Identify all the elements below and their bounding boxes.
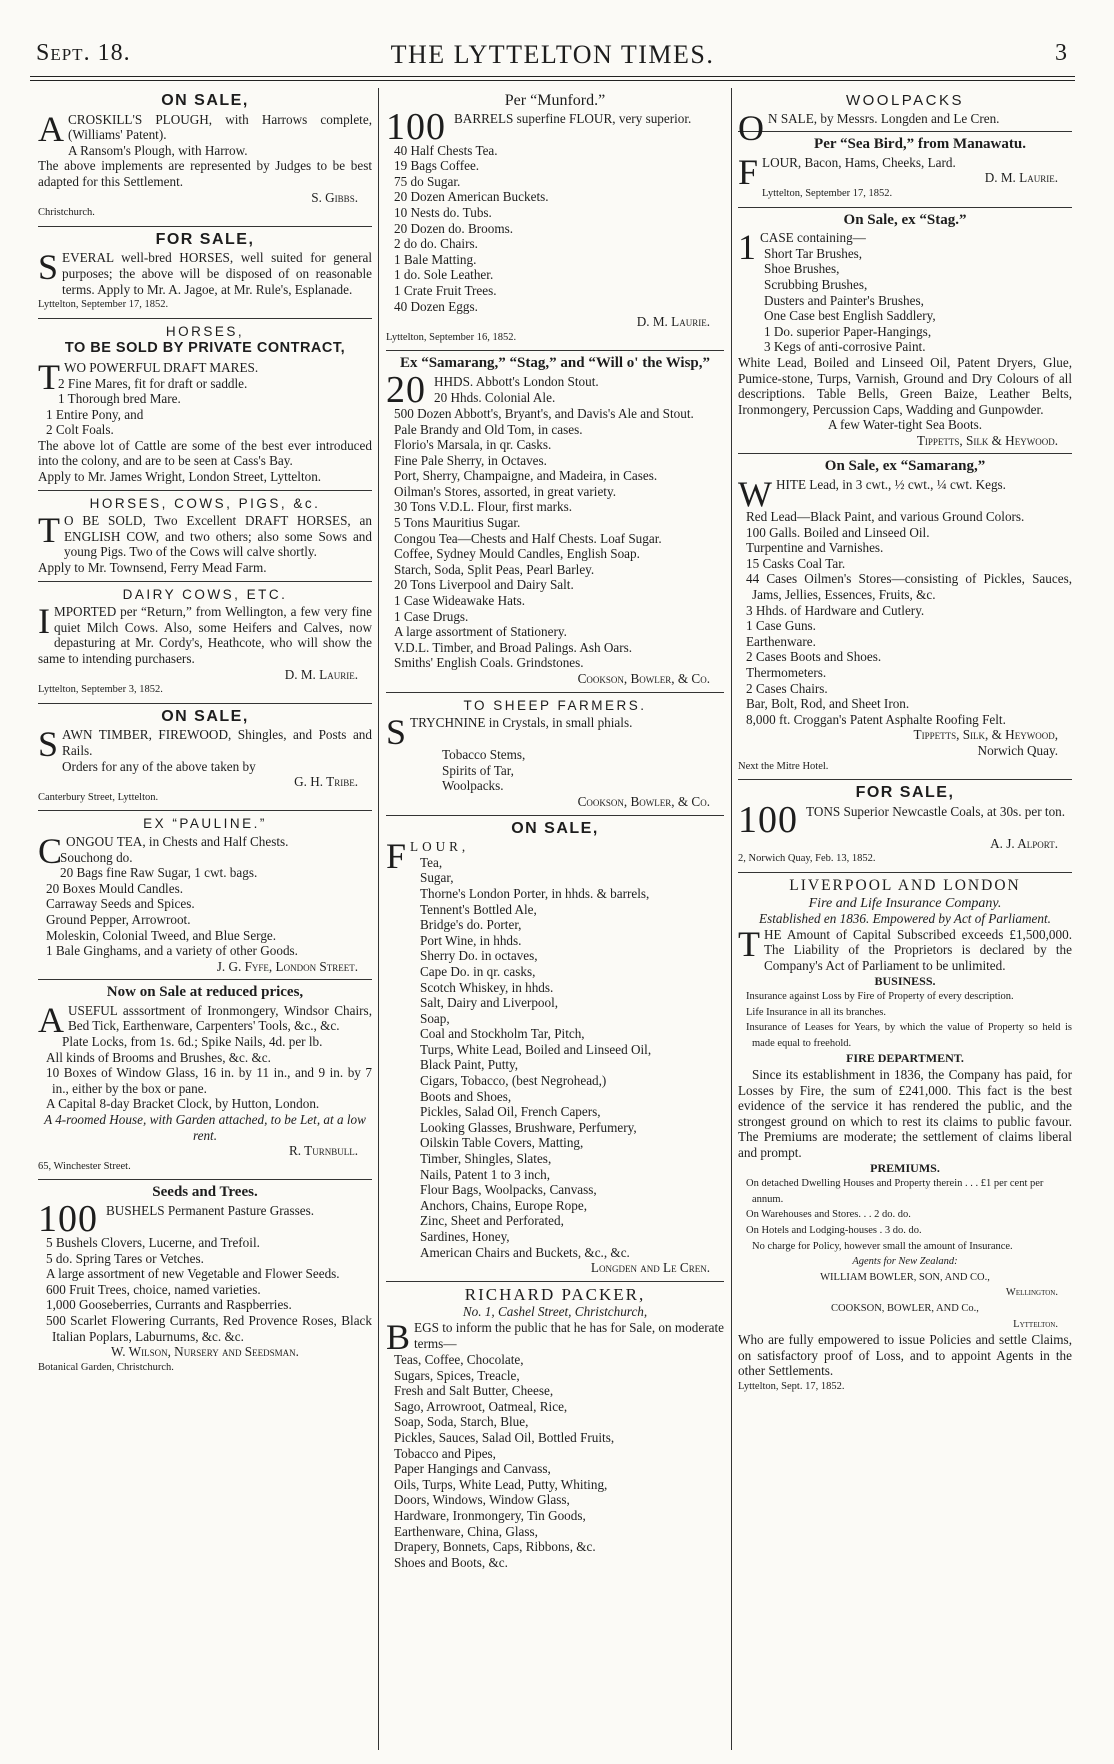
- list-item: A large assortment of Stationery.: [394, 624, 567, 640]
- newspaper-title: THE LYTTELTON TIMES.: [390, 40, 715, 69]
- ad-signature: D. M. Laurie.: [284, 666, 358, 682]
- list-item: Plate Locks, from 1s. 6d.; Spike Nails, 4d. per lb.: [62, 1034, 323, 1050]
- ad-insurance: [738, 873, 1072, 1400]
- list-item: Turps, White Lead, Boiled and Linseed Oil,: [420, 1041, 652, 1057]
- list-item: Insurance against Loss by Fire of Property of every description.: [746, 991, 1014, 1003]
- drop-cap: S: [386, 712, 407, 753]
- ad-signature-place: Norwich Quay.: [977, 742, 1058, 758]
- ad-heading: LIVERPOOL AND LONDON: [789, 876, 1021, 894]
- list-item: Cape Do. in qr. casks,: [420, 963, 536, 979]
- ad-signature: D. M. Laurie.: [984, 170, 1058, 186]
- list-item: 10 Boxes of Window Glass, 16 in. by 11 in., and 9 in. by 7 in., either by the box or pane.: [46, 1065, 372, 1096]
- ad-lead: 20 Hhds. Colonial Ale.: [434, 389, 556, 405]
- ad-lead: ONGOU TEA, in Chests and Half Chests.: [66, 833, 289, 849]
- ad-lead: LOUR,: [410, 839, 470, 855]
- ad-italic-note: A 4-roomed House, with Garden attached, to be Let, at a low rent.: [44, 1112, 366, 1143]
- list-item: Timber, Shingles, Slates,: [420, 1151, 552, 1167]
- list-item: Ground Pepper, Arrowroot.: [46, 911, 191, 927]
- list-item: A Capital 8-day Bracket Clock, by Hutton, London.: [46, 1096, 320, 1112]
- list-item: V.D.L. Timber, and Broad Palings. Ash Oars.: [394, 639, 633, 655]
- list-item: Salt, Dairy and Liverpool,: [420, 995, 559, 1011]
- ad-signature: A. J. Alport.: [990, 835, 1058, 851]
- list-item: 1 Thorough bred Mare.: [58, 391, 181, 407]
- ad-sheep-farmers: [386, 693, 724, 816]
- ad-subheading: TO BE SOLD BY PRIVATE CONTRACT,: [64, 340, 346, 357]
- ad-lead: WO POWERFUL DRAFT MARES.: [64, 359, 259, 375]
- ad-place: Next the Mitre Hotel.: [738, 760, 829, 772]
- masthead: [30, 40, 1075, 70]
- ad-ironmongery: [38, 980, 372, 1180]
- list-item: 2 Fine Mares, fit for draft or saddle.: [58, 375, 248, 391]
- list-item: Woolpacks.: [442, 778, 504, 794]
- list-item: 20 Dozen American Buckets.: [394, 189, 549, 205]
- ad-dairy-cows: [38, 582, 372, 704]
- ad-place: 65, Winchester Street.: [38, 1160, 131, 1172]
- ad-heading: WOOLPACKS: [845, 92, 965, 109]
- list-item: Coal and Stockholm Tar, Pitch,: [420, 1026, 585, 1042]
- list-item: Looking Glasses, Brushware, Perfumery,: [420, 1119, 637, 1135]
- drop-cap: T: [38, 510, 60, 551]
- ad-body: LOUR, Bacon, Hams, Cheeks, Lard.: [762, 154, 956, 170]
- list-item: 2 Cases Boots and Shoes.: [746, 649, 882, 665]
- list-item: Turpentine and Varnishes.: [746, 540, 884, 556]
- agent-name: WILLIAM BOWLER, SON, AND CO.,: [820, 1271, 990, 1283]
- list-item: Carraway Seeds and Spices.: [46, 896, 195, 912]
- section-heading: FIRE DEPARTMENT.: [846, 1051, 964, 1066]
- list-item: Sardines, Honey,: [420, 1229, 510, 1244]
- list-item: Cigars, Tobacco, (best Negrohead,): [420, 1073, 607, 1089]
- list-item: Boots and Shoes,: [420, 1088, 512, 1104]
- list-item: Drapery, Bonnets, Caps, Ribbons, &c.: [394, 1539, 596, 1555]
- list-item: Starch, Soda, Split Peas, Pearl Barley.: [394, 561, 595, 577]
- section-heading: BUSINESS.: [874, 973, 936, 988]
- ad-lead: EGS to inform the public that he has for Sale, on moderate terms—: [414, 1319, 724, 1351]
- list-item: Scotch Whiskey, in hhds.: [420, 979, 554, 995]
- ad-place: Canterbury Street, Lyttelton.: [38, 791, 159, 803]
- ad-heading: On Sale, ex “Stag.”: [843, 211, 967, 228]
- list-item: Port Wine, in hhds.: [420, 932, 522, 948]
- list-item: 44 Cases Oilmen's Stores—consisting of Pickles, Sauces, Jams, Jellies, Essences, Fruits, &c.: [746, 571, 1072, 603]
- list-item: Smiths' English Coals. Grindstones.: [394, 655, 584, 671]
- list-item: Hardware, Ironmongery, Tin Goods,: [394, 1507, 586, 1523]
- list-item: 1 Case Wideawake Hats.: [394, 593, 526, 609]
- ad-body: N SALE, by Messrs. Longden and Le Cren.: [768, 110, 1000, 126]
- column-3: [738, 88, 1072, 1400]
- drop-cap: W: [738, 474, 772, 515]
- masthead-rule: [30, 76, 1075, 77]
- drop-cap: I: [38, 601, 50, 642]
- ad-signature: Tippetts, Silk & Heywood.: [916, 432, 1058, 448]
- ad-samarang-stag: [386, 351, 724, 692]
- drop-cap: A: [38, 999, 64, 1040]
- list-item: Oilman's Stores, assorted, in great variety.: [394, 483, 616, 499]
- drop-cap: A: [38, 108, 64, 149]
- list-item: Sugar,: [420, 870, 454, 886]
- ad-body: White Lead, Boiled and Linseed Oil, Patent Dryers, Glue, Pumice-stone, Turps, Varnish, Ground and Dry Colours of all descriptions. Table Bells, Green Baize, Leather Belts, Ironmongery, Percussion Caps, Wadding and Gunpowder.: [738, 354, 1072, 417]
- list-item: Short Tar Brushes,: [764, 245, 863, 261]
- ad-date: Lyttelton, September 16, 1852.: [386, 331, 517, 343]
- ad-lead: TONS Superior Newcastle Coals, at 30s. per ton.: [806, 803, 1066, 819]
- list-item: Soap,: [420, 1010, 450, 1026]
- ad-heading: ON SALE,: [161, 92, 249, 109]
- drop-number: 1: [738, 227, 756, 268]
- ad-sawn-timber: [38, 704, 372, 812]
- list-item: 1 Do. superior Paper-Hangings,: [764, 323, 932, 339]
- list-item: Fine Pale Sherry, in Octaves.: [394, 452, 547, 468]
- ad-heading: Per “Sea Bird,” from Manawatu.: [814, 136, 1026, 153]
- ad-apply: Apply to Mr. James Wright, London Street, Lyttelton.: [38, 469, 322, 485]
- list-item: 15 Casks Coal Tar.: [746, 555, 846, 571]
- ad-signature: J. G. Fyfe, London Street.: [216, 958, 358, 974]
- list-item: Souchong do.: [60, 849, 133, 865]
- ad-samarang: [738, 454, 1072, 780]
- ad-signature: D. M. Laurie.: [636, 314, 710, 330]
- ad-coals: [738, 780, 1072, 873]
- list-item: 20 Dozen do. Brooms.: [394, 220, 514, 236]
- column-1: [38, 88, 372, 1380]
- list-item: Oils, Turps, White Lead, Putty, Whiting,: [394, 1476, 608, 1492]
- list-item: 1 Case Guns.: [746, 618, 816, 634]
- list-item: A large assortment of new Vegetable and Flower Seeds.: [46, 1266, 340, 1282]
- list-item: Shoe Brushes,: [764, 261, 840, 277]
- list-item: Bar, Bolt, Rod, and Sheet Iron.: [746, 696, 910, 712]
- drop-cap: C: [38, 830, 63, 871]
- list-item: Nails, Patent 1 to 3 inch,: [420, 1166, 551, 1182]
- list-item: Earthenware.: [746, 633, 816, 649]
- list-item: 20 Tons Liverpool and Dairy Salt.: [394, 577, 574, 593]
- list-item: Pickles, Sauces, Salad Oil, Bottled Fruits,: [394, 1429, 615, 1445]
- list-item: Tea,: [420, 854, 443, 870]
- list-item: 1 Entire Pony, and: [46, 406, 144, 422]
- list-item: Florio's Marsala, in qr. Casks.: [394, 437, 552, 453]
- agent-place: Lyttelton.: [1013, 1318, 1058, 1330]
- list-item: 5 Bushels Clovers, Lucerne, and Trefoil.: [46, 1235, 260, 1250]
- ad-signature: S. Gibbs.: [311, 189, 358, 205]
- ad-richard-packer: [386, 1282, 724, 1576]
- list-item: 10 Nests do. Tubs.: [394, 204, 492, 220]
- ad-established: Established en 1836. Empowered by Act of Parliament.: [759, 911, 1051, 927]
- ad-heading: ON SALE,: [161, 707, 249, 725]
- ad-body: The above lot of Cattle are some of the best ever introduced into the colony, and are to be seen at Cass's Bay.: [38, 437, 372, 469]
- drop-cap: T: [738, 923, 760, 964]
- list-item: Thorne's London Porter, in hhds. & barrels,: [420, 885, 650, 901]
- ad-line: The above implements are represented by Judges to be best adapted for this Settlement.: [38, 158, 372, 189]
- ad-lead: CASE containing—: [760, 230, 866, 246]
- ad-signature: Tippetts, Silk, & Heywood,: [913, 727, 1058, 743]
- ad-lead: BARRELS superfine FLOUR, very superior.: [454, 110, 692, 126]
- list-item: Teas, Coffee, Chocolate,: [394, 1351, 524, 1367]
- list-item: 30 Tons V.D.L. Flour, first marks.: [394, 499, 573, 515]
- list-item: Port, Sherry, Champaigne, and Madeira, in Cases.: [394, 468, 658, 484]
- list-item: Tobacco and Pipes,: [394, 1445, 496, 1461]
- ad-note: No charge for Policy, however small the amount of Insurance.: [752, 1240, 1013, 1252]
- list-item: Oilskin Table Covers, Matting,: [420, 1135, 584, 1151]
- ad-heading: FOR SALE,: [155, 230, 255, 248]
- ad-line: A Ransom's Plough, with Harrow.: [68, 142, 248, 158]
- list-item: Flour Bags, Woolpacks, Canvass,: [420, 1182, 597, 1198]
- agents-heading: Agents for New Zealand:: [852, 1256, 958, 1268]
- list-item: 20 Boxes Mould Candles.: [46, 880, 184, 896]
- list-item: 1 Crate Fruit Trees.: [394, 282, 497, 298]
- list-item: 1 do. Sole Leather.: [394, 267, 494, 283]
- ad-signature: R. Turnbull.: [288, 1143, 358, 1159]
- ad-munford: [386, 88, 724, 351]
- list-item: 3 Hhds. of Hardware and Cutlery.: [746, 602, 925, 618]
- ad-horses-cows-pigs: [38, 491, 372, 582]
- issue-date: Sept. 18.: [36, 40, 131, 66]
- list-item: Scrubbing Brushes,: [764, 276, 868, 292]
- ad-body: Orders for any of the above taken by: [62, 758, 256, 774]
- list-item: Tobacco Stems,: [442, 747, 526, 763]
- ad-line: CROSKILL'S PLOUGH, with Harrows complete, (Williams' Patent).: [68, 111, 372, 143]
- ad-lead: TRYCHNINE in Crystals, in small phials.: [410, 715, 633, 731]
- ad-heading: HORSES, COWS, PIGS, &c.: [89, 495, 321, 511]
- list-item: Earthenware, China, Glass,: [394, 1523, 538, 1539]
- ad-seeds-trees: [38, 1180, 372, 1380]
- ad-lead: HE Amount of Capital Subscribed exceeds £1,500,000. The Liability of the Proprietors is declared by the Company's Act of Parliament to be unlimited.: [764, 926, 1072, 973]
- list-item: 2 Cases Chairs.: [746, 680, 828, 696]
- list-item: Anchors, Chains, Europe Rope,: [420, 1197, 588, 1213]
- list-item: Moleskin, Colonial Tweed, and Blue Serge.: [46, 927, 277, 943]
- list-item: 19 Bags Coffee.: [394, 158, 480, 174]
- ad-heading: Now on Sale at reduced prices,: [106, 984, 304, 1001]
- list-item: Pale Brandy and Old Tom, in cases.: [394, 421, 583, 437]
- list-item: Doors, Windows, Window Glass,: [394, 1492, 570, 1508]
- list-item: Shoes and Boots, &c.: [394, 1554, 508, 1570]
- list-item: 2 do do. Chairs.: [394, 236, 478, 252]
- drop-cap: S: [38, 247, 59, 288]
- ad-place: Christchurch.: [38, 207, 95, 219]
- list-item: 40 Dozen Eggs.: [394, 298, 478, 314]
- agent-place: Wellington.: [1005, 1287, 1058, 1299]
- ad-lead: USEFUL asssortment of Ironmongery, Windsor Chairs, Bed Tick, Earthenware, Carpenters' Tools, &c., &c.: [68, 1002, 372, 1034]
- ad-signature: Cookson, Bowler, & Co.: [577, 793, 710, 809]
- list-item: 2 Colt Foals.: [46, 422, 114, 438]
- ad-heading: On Sale, ex “Samarang,”: [824, 458, 986, 475]
- list-item: Sugars, Spices, Treacle,: [394, 1367, 520, 1383]
- list-item: Thermometers.: [746, 665, 827, 680]
- list-item: Zinc, Sheet and Perforated,: [420, 1213, 564, 1229]
- drop-cap: F: [386, 836, 407, 877]
- list-item: On Warehouses and Stores. . . 2 do. do.: [746, 1209, 911, 1221]
- list-item: Sago, Arrowroot, Oatmeal, Rice,: [394, 1398, 568, 1414]
- list-item: Sherry Do. in octaves,: [420, 948, 538, 964]
- list-item: 5 Tons Mauritius Sugar.: [394, 515, 521, 531]
- list-item: Coffee, Sydney Mould Candles, English Soap.: [394, 546, 640, 562]
- ad-heading: TO SHEEP FARMERS.: [463, 697, 647, 713]
- ad-horses-for-sale: [38, 227, 372, 319]
- ad-date: Lyttelton, September 17, 1852.: [762, 187, 893, 199]
- list-item: 1,000 Gooseberries, Currants and Raspberries.: [46, 1297, 292, 1313]
- ad-body: Since its establishment in 1836, the Company has paid, for Losses by Fire, the sum of £241,000. This fact is the best evidence of the service it has rendered the public, and the strongest ground on which to rest its claims to public favour. The Premiums are moderate; the settlement of claims liberal and prompt.: [738, 1067, 1072, 1161]
- section-heading: PREMIUMS.: [870, 1160, 940, 1175]
- ad-heading: DAIRY COWS, ETC.: [122, 586, 288, 602]
- ad-lead: HITE Lead, in 3 cwt., ½ cwt., ¼ cwt. Kegs.: [775, 477, 1006, 493]
- ad-heading: Seeds and Trees.: [152, 1184, 258, 1201]
- list-item: Dusters and Painter's Brushes,: [764, 292, 924, 308]
- list-item: All kinds of Brooms and Brushes, &c. &c.: [46, 1049, 271, 1065]
- ad-lead: HHDS. Abbott's London Stout.: [434, 373, 599, 389]
- list-item: Black Paint, Putty,: [420, 1057, 519, 1073]
- ad-heading: FOR SALE,: [855, 784, 955, 802]
- drop-number: 20: [386, 368, 426, 411]
- column-2: [386, 88, 724, 1575]
- list-item: On detached Dwelling Houses and Property therein . . . £1 per cent per annum.: [746, 1178, 1044, 1205]
- ad-date: Lyttelton, September 17, 1852.: [38, 299, 169, 311]
- list-item: 500 Scarlet Flowering Currants, Red Provence Roses, Black Italian Poplars, Laburnums, &c. &c.: [46, 1312, 372, 1344]
- drop-number: 100: [38, 1198, 98, 1240]
- list-item: Red Lead—Black Paint, and various Ground Colors.: [746, 509, 1025, 525]
- ad-signature: G. H. Tribe.: [294, 774, 358, 790]
- ad-apply: Apply to Mr. Townsend, Ferry Mead Farm.: [38, 560, 267, 576]
- list-item: Tennent's Bottled Ale,: [420, 901, 537, 917]
- ad-draft-mares: [38, 319, 372, 491]
- list-item: Life Insurance in all its branches.: [746, 1006, 886, 1018]
- list-item: 500 Dozen Abbott's, Bryant's, and Davis's Ale and Stout.: [394, 405, 694, 421]
- ad-signature: Cookson, Bowler, & Co.: [577, 671, 710, 686]
- list-item: 1 Bale Matting.: [394, 251, 477, 267]
- agent-name: COOKSON, BOWLER, AND Co.,: [831, 1302, 979, 1314]
- ad-heading: RICHARD PACKER,: [464, 1284, 646, 1304]
- page-number: 3: [1055, 40, 1067, 66]
- ad-place: 2, Norwich Quay, Feb. 13, 1852.: [738, 853, 876, 865]
- ad-heading: ON SALE,: [511, 819, 599, 837]
- list-item: Pickles, Salad Oil, French Capers,: [420, 1104, 601, 1120]
- ad-closing: Who are fully empowered to issue Policies and settle Claims, on satisfactory proof of Loss, and to appoint Agents in the other Settlements.: [738, 1332, 1072, 1379]
- list-item: One Case best English Saddlery,: [764, 308, 936, 324]
- list-item: 1 Bale Ginghams, and a variety of other Goods.: [46, 943, 298, 959]
- list-item: 100 Galls. Boiled and Linseed Oil.: [746, 524, 930, 540]
- list-item: Fresh and Salt Butter, Cheese,: [394, 1383, 554, 1399]
- ad-date: Lyttelton, Sept. 17, 1852.: [738, 1380, 845, 1392]
- ad-address: No. 1, Cashel Street, Christchurch,: [462, 1304, 648, 1320]
- ad-signature: W. Wilson, Nursery and Seedsman.: [111, 1344, 299, 1360]
- ad-flour-on-sale: [386, 816, 724, 1282]
- list-item: 3 Kegs of anti-corrosive Paint.: [764, 339, 926, 355]
- list-item: Spirits of Tar,: [442, 762, 514, 778]
- list-item: Soap, Soda, Starch, Blue,: [394, 1414, 529, 1430]
- drop-cap: O: [738, 107, 764, 148]
- ad-plough: [38, 88, 372, 227]
- drop-cap: B: [386, 1316, 411, 1357]
- ad-signature: Longden and Le Cren.: [590, 1260, 710, 1276]
- list-item: 75 do Sugar.: [394, 173, 461, 189]
- ad-body: O BE SOLD, Two Excellent DRAFT HORSES, an ENGLISH COW, and two others; also some Sows and young Pigs. Two of the Cows will calve shortly.: [64, 513, 372, 560]
- ad-subheading: Fire and Life Insurance Company.: [808, 895, 1002, 911]
- drop-cap: S: [38, 724, 59, 765]
- list-item: On Hotels and Lodging-houses . 3 do. do.: [746, 1225, 922, 1236]
- ad-place: Botanical Garden, Christchurch.: [38, 1361, 174, 1373]
- drop-cap: F: [738, 151, 759, 192]
- drop-number: 100: [738, 798, 798, 841]
- ad-sea-bird: [738, 132, 1072, 207]
- ad-heading: Per “Munford.”: [504, 92, 606, 109]
- list-item: Insurance of Leases for Years, by which the value of Property so held is made equal to freehold.: [746, 1022, 1072, 1049]
- list-item: 40 Half Chests Tea.: [394, 142, 498, 158]
- list-item: American Chairs and Buckets, &c., &c.: [420, 1244, 630, 1260]
- list-item: 20 Bags fine Raw Sugar, 1 cwt. bags.: [60, 865, 258, 881]
- ad-date: Lyttelton, September 3, 1852.: [38, 684, 163, 696]
- ad-body: MPORTED per “Return,” from Wellington, a few very fine quiet Milch Cows. Also, some Heifers and Calves, now depasturing at Mr. Cordy's, Heathcote, who will show the same to intending purchasers.: [38, 604, 372, 666]
- list-item: 1 Case Drugs.: [394, 608, 469, 624]
- drop-number: 100: [386, 105, 446, 148]
- masthead-rule-2: [30, 80, 1075, 81]
- ad-heading: Ex “Samarang,” “Stag,” and “Will o' the Wisp,”: [399, 355, 711, 372]
- column-divider: [731, 88, 732, 1750]
- ad-heading: HORSES,: [165, 323, 245, 339]
- ad-pauline: [38, 811, 372, 980]
- drop-cap: T: [38, 356, 60, 397]
- column-divider: [378, 88, 379, 1750]
- list-item: 600 Fruit Trees, choice, named varieties.: [46, 1281, 261, 1297]
- list-item: Paper Hangings and Canvass,: [394, 1461, 551, 1477]
- ad-stag: [738, 208, 1072, 455]
- list-item: 8,000 ft. Croggan's Patent Asphalte Roofing Felt.: [746, 711, 1006, 727]
- ad-lead: BUSHELS Permanent Pasture Grasses.: [106, 1203, 315, 1218]
- list-item: Congou Tea—Chests and Half Chests. Loaf Sugar.: [394, 530, 662, 546]
- ad-extra: A few Water-tight Sea Boots.: [827, 417, 983, 433]
- ad-heading: EX “PAULINE.”: [143, 816, 267, 832]
- ad-lead: AWN TIMBER, FIREWOOD, Shingles, and Posts and Rails.: [62, 727, 372, 758]
- ad-body: EVERAL well-bred HORSES, well suited for general purposes; the above will be disposed of on reasonable terms. Apply to Mr. A. Jagoe, at Mr. Rule's, Esplanade.: [62, 250, 372, 297]
- list-item: 5 do. Spring Tares or Vetches.: [46, 1250, 204, 1266]
- list-item: Bridge's do. Porter,: [420, 917, 522, 933]
